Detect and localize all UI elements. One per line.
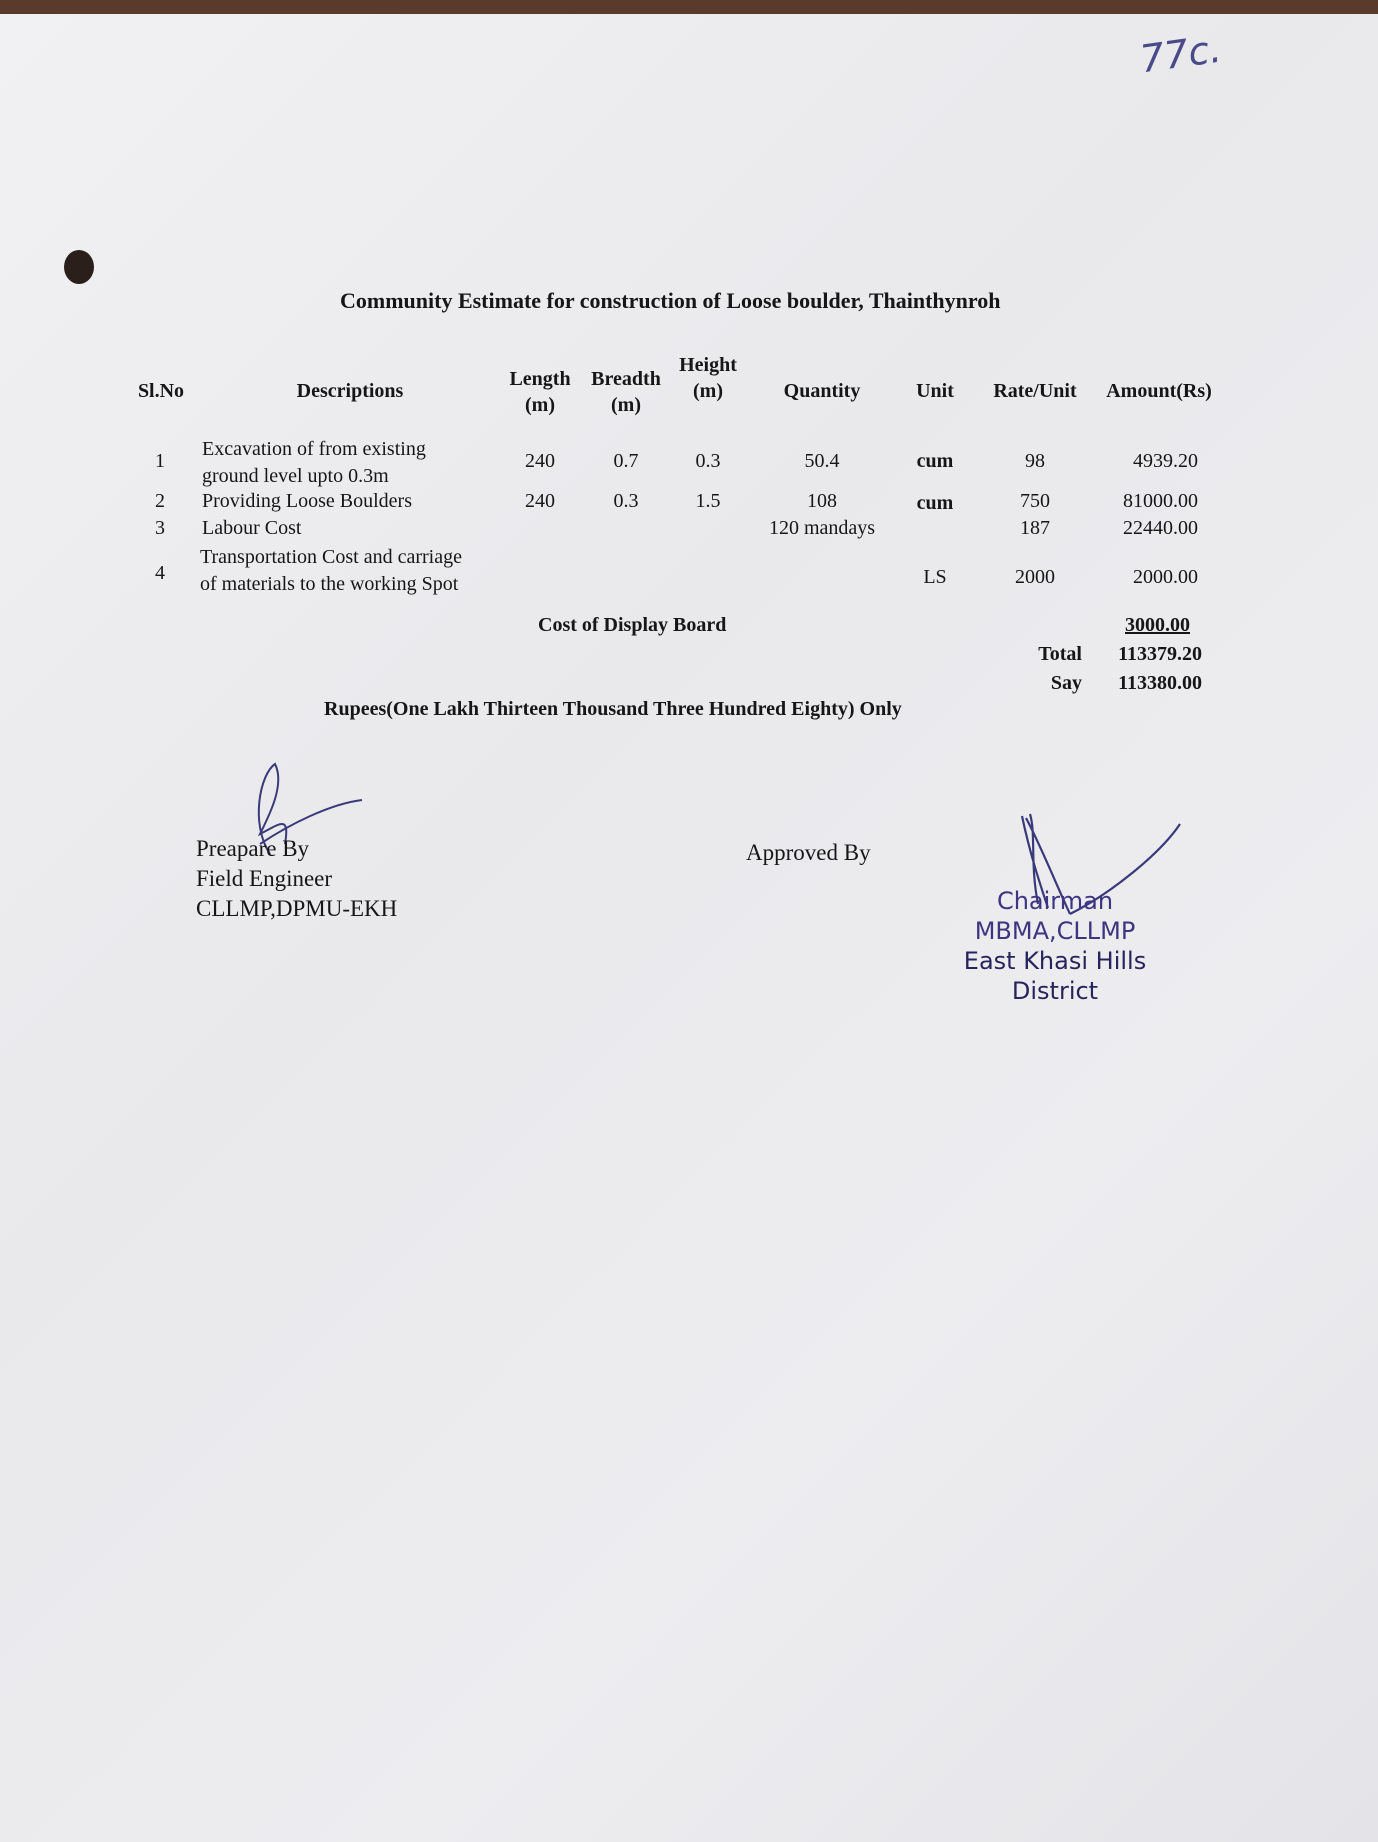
header-breadth: Breadth (m) [591,368,661,416]
cell-height: 0.3 [695,450,721,472]
header-rate: Rate/Unit [993,380,1077,402]
document-title: Community Estimate for construction of Loose boulder, Thainthynroh [340,288,1001,313]
header-height: Height (m) [679,354,737,402]
approver-stamp: Chairman MBMA,CLLMP East Khasi Hills District [963,887,1147,1005]
cell-desc: Labour Cost [202,517,302,539]
cell-amount: 2000.00 [1133,566,1198,588]
cell-sl: 1 [155,450,165,472]
header-length: Length (m) [509,368,571,416]
cell-rate: 187 [1020,517,1050,539]
total-label: Total [1038,643,1082,665]
header-sl: Sl.No [137,380,185,402]
cell-length: 240 [525,450,555,472]
cell-rate: 750 [1020,490,1050,512]
cell-unit: LS [923,566,947,588]
cell-sl: 2 [155,490,165,512]
header-descriptions: Descriptions [296,380,404,402]
cell-unit: cum [916,492,954,514]
cell-amount: 81000.00 [1123,490,1198,512]
cell-desc: Excavation of from existing ground level upto 0.3m [202,438,426,487]
amount-in-words: Rupees(One Lakh Thirteen Thousand Three Hundred Eighty) Only [324,698,902,720]
cell-length: 240 [525,490,555,512]
header-quantity: Quantity [783,380,861,402]
cell-height: 1.5 [695,490,721,512]
cell-rate: 2000 [1015,566,1055,588]
prepared-by: Preapare By Field Engineer CLLMP,DPMU-EKH [196,836,398,921]
cell-sl: 4 [155,562,165,584]
punch-hole [64,250,94,284]
header-unit: Unit [916,380,954,402]
say-label: Say [1050,672,1082,694]
cell-rate: 98 [1025,450,1045,472]
cell-amount: 22440.00 [1123,517,1198,539]
total-amount: 113379.20 [1118,643,1202,665]
say-amount: 113380.00 [1118,672,1202,694]
cell-desc: Providing Loose Boulders [202,490,412,512]
cell-desc: Transportation Cost and carriage of materials to the working Spot [200,546,462,595]
display-board-label: Cost of Display Board [538,614,727,636]
display-board-amount: 3000.00 [1125,614,1190,636]
header-amount: Amount(Rs) [1106,380,1212,402]
document-page [0,14,1378,1842]
cell-breadth: 0.7 [613,450,639,472]
handwritten-page-mark: 77c. [1137,26,1224,82]
cell-amount: 4939.20 [1133,450,1198,472]
cell-quantity: 120 mandays [768,517,876,539]
cell-quantity: 50.4 [804,450,840,472]
cell-unit: cum [916,450,954,472]
cell-quantity: 108 [807,490,837,512]
cell-sl: 3 [155,517,165,539]
cell-breadth: 0.3 [613,490,639,512]
approved-by: Approved By [746,840,871,865]
